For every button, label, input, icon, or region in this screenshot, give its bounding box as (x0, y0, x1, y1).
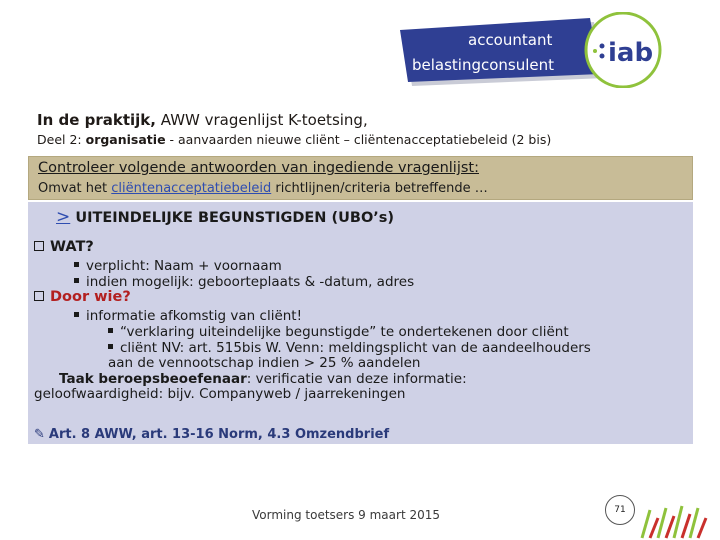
reference-line (34, 427, 389, 442)
door-wie-sub-1-text: “verklaring uiteindelijke begunstigde” te ondertekenen door cliënt (120, 324, 569, 340)
heading-line-1 (37, 111, 368, 129)
sub-prefix: Omvat het (38, 181, 108, 196)
question-door-wie-text: Door wie? (50, 289, 131, 305)
door-wie-sub-2-text: cliënt NV: art. 515bis W. Venn: meldingsplicht van de aandeelhouders (120, 340, 591, 356)
square-bullet-icon (74, 278, 79, 283)
iab-logo (398, 12, 710, 88)
door-wie-sub-2-cont: aan de vennootschap indien > 25 % aandelen (108, 355, 421, 371)
checkbox-bullet-icon (34, 241, 44, 251)
sub-suffix: richtlijnen/criteria betreffende … (275, 181, 488, 196)
heading2-bold: organisatie (85, 132, 166, 147)
square-bullet-icon (74, 262, 79, 267)
ubo-title-text: UITEINDELIJKE BEGUNSTIGDEN (UBO’s) (75, 210, 395, 226)
wat-item-2 (74, 275, 414, 290)
check-answers-box (28, 156, 693, 200)
pencil-icon: ✎ (34, 427, 45, 442)
footer-text: Vorming toetsers 9 maart 2015 (252, 508, 441, 522)
door-wie-item (74, 309, 302, 324)
logo-brand: iab (608, 38, 654, 68)
ubo-content-box (28, 202, 693, 444)
logo-line1: accountant (468, 31, 553, 49)
question-wat-text: WAT? (50, 239, 94, 255)
door-wie-sub-2 (108, 341, 591, 356)
square-bullet-icon (108, 344, 113, 349)
ubo-title (56, 207, 394, 227)
taak-bold: Taak beroepsbeoefenaar (59, 371, 247, 387)
check-answers-subtitle (38, 181, 488, 196)
wat-item-2-text: indien mogelijk: geboorteplaats & -datum, adres (86, 274, 415, 290)
square-bullet-icon (74, 312, 79, 317)
question-door-wie (34, 289, 131, 305)
square-bullet-icon (108, 328, 113, 333)
logo-line2: belastingconsulent (412, 56, 555, 74)
check-answers-title: Controleer volgende antwoorden van ingediende vragenlijst: (38, 160, 479, 176)
reference-text: Art. 8 AWW, art. 13-16 Norm, 4.3 Omzendbrief (48, 427, 390, 442)
taak-rest: : verificatie van deze informatie: (246, 371, 467, 387)
door-wie-item-text: informatie afkomstig van cliënt! (86, 308, 303, 324)
heading-line-2 (37, 132, 551, 147)
question-wat (34, 239, 94, 255)
checkbox-bullet-icon (34, 291, 44, 301)
heading2-rest: - aanvaarden nieuwe cliënt – cliëntenacceptatiebeleid (2 bis) (169, 132, 552, 147)
wat-item-1-text: verplicht: Naam + voornaam (86, 258, 282, 274)
heading2-prefix: Deel 2: (37, 132, 82, 147)
taak-line (59, 372, 467, 387)
heading-rest: AWW vragenlijst K-toetsing, (160, 111, 368, 129)
geloof-line: geloofwaardigheid: bijv. Companyweb / jaarrekeningen (34, 386, 406, 402)
policy-link[interactable]: cliëntenacceptatiebeleid (111, 181, 272, 196)
heading-bold: In de praktijk, (37, 111, 156, 129)
arrow-link[interactable]: > (56, 207, 71, 227)
wat-item-1 (74, 259, 282, 274)
page-number-badge: 71 (605, 495, 635, 525)
door-wie-sub-1 (108, 325, 569, 340)
